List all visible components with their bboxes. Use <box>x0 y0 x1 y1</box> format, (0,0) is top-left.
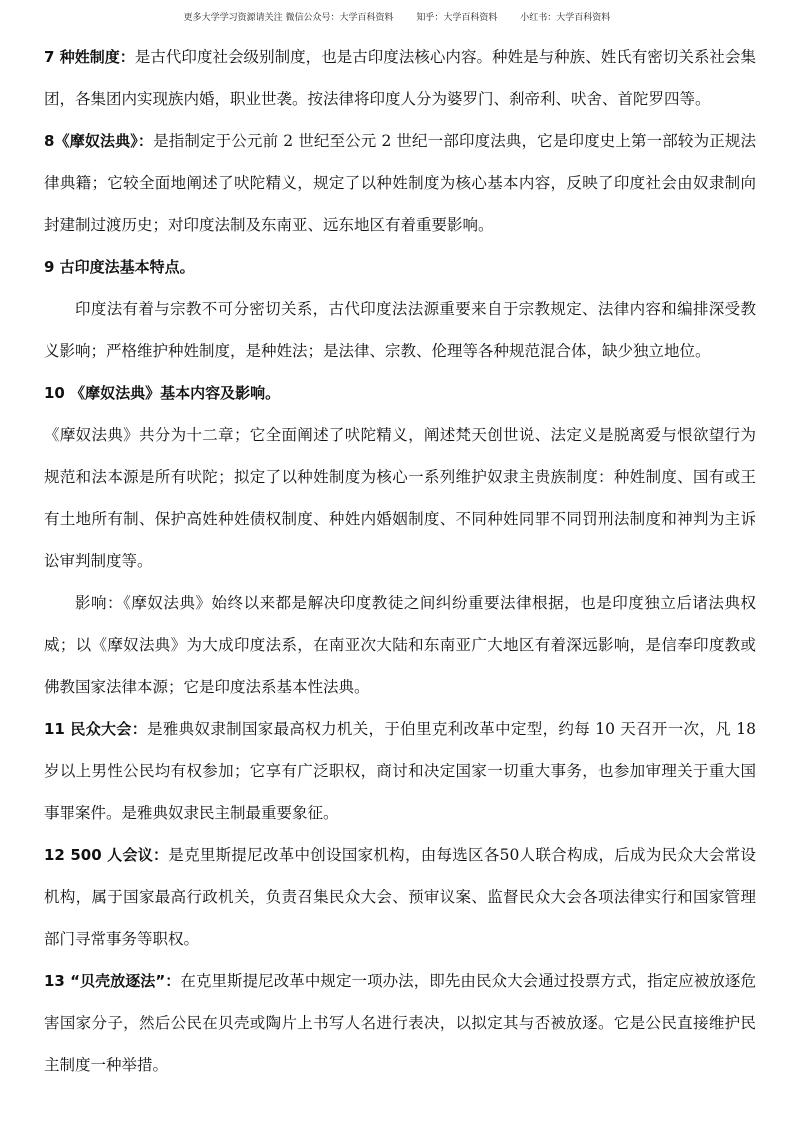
entry-12 <box>44 834 756 960</box>
entry-11 <box>44 708 756 834</box>
document-body <box>44 36 756 1086</box>
entry-7 <box>44 36 756 120</box>
entry-13 <box>44 960 756 1086</box>
entry-7-term: 7 种姓制度： <box>44 48 135 66</box>
entry-12-text: 是克里斯提尼改革中创设国家机构，由每选区各50人联合构成，后成为民众大会常设机构，属于国家最高行政机关，负责召集民众大会、预审议案、监督民众大会各项法律实行和国家管理部门寻常事务等职权。 <box>44 846 756 948</box>
entry-10-paragraph-2: 影响：《摩奴法典》始终以来都是解决印度教徒之间纠纷重要法律根据，也是印度独立后诸法典权威；以《摩奴法典》为大成印度法系，在南亚次大陆和东南亚广大地区有着深远影响，是信奉印度教或佛教国家法律本源；它是印度法系基本性法典。 <box>44 594 756 696</box>
entry-7-text: 是古代印度社会级别制度，也是古印度法核心内容。种姓是与种族、姓氏有密切关系社会集团，各集团内实现族内婚，职业世袭。按法律将印度人分为婆罗门、刹帝利、吠舍、首陀罗四等。 <box>44 48 756 108</box>
entry-11-term: 11 民众大会： <box>44 720 148 738</box>
entry-12-term: 12 500 人会议： <box>44 846 169 864</box>
page-header: 更多大学学习资源请关注 微信公众号：大学百科资料 知乎：大学百科资料 小红书：大学百科资料 <box>183 13 611 23</box>
entry-9-heading: 9 古印度法基本特点。 <box>44 258 195 276</box>
entry-8 <box>44 120 756 246</box>
entry-8-text: 是指制定于公元前 2 世纪至公元 2 世纪一部印度法典，它是印度史上第一部较为正规法律典籍；它较全面地阐述了吠陀精义，规定了以种姓制度为核心基本内容，反映了印度社会由奴隶制向封建制过渡历史；对印度法制及东南亚、远东地区有着重要影响。 <box>44 132 756 234</box>
entry-13-text: 在克里斯提尼改革中规定一项办法，即先由民众大会通过投票方式，指定应被放逐危害国家分子，然后公民在贝壳或陶片上书写人名进行表决，以拟定其与否被放逐。它是公民直接维护民主制度一种举措。 <box>44 972 756 1074</box>
entry-11-text: 是雅典奴隶制国家最高权力机关，于伯里克利改革中定型，约每 10 天召开一次，凡 18 岁以上男性公民均有权参加；它享有广泛职权，商讨和决定国家一切重大事务，也参加审理关于重大国事罪案件。是雅典奴隶民主制最重要象征。 <box>44 720 756 822</box>
entry-10-paragraph-1: 《摩奴法典》共分为十二章；它全面阐述了吠陀精义，阐述梵天创世说、法定义是脱离爱与恨欲望行为规范和法本源是所有吠陀；拟定了以种姓制度为核心一系列维护奴隶主贵族制度：种姓制度、国有或王有土地所有制、保护高姓种姓债权制度、种姓内婚姻制度、不同种姓同罪不同罚刑法制度和神判为主诉讼审判制度等。 <box>44 426 756 570</box>
entry-10-heading: 10 《摩奴法典》基本内容及影响。 <box>44 384 281 402</box>
entry-8-term: 8《摩奴法典》： <box>44 132 154 150</box>
entry-9-paragraph: 印度法有着与宗教不可分密切关系，古代印度法法源重要来自于宗教规定、法律内容和编排深受教义影响；严格维护种姓制度，是种姓法；是法律、宗教、伦理等各种规范混合体，缺少独立地位。 <box>44 300 756 360</box>
entry-13-term: 13 “贝壳放逐法”： <box>44 972 181 990</box>
